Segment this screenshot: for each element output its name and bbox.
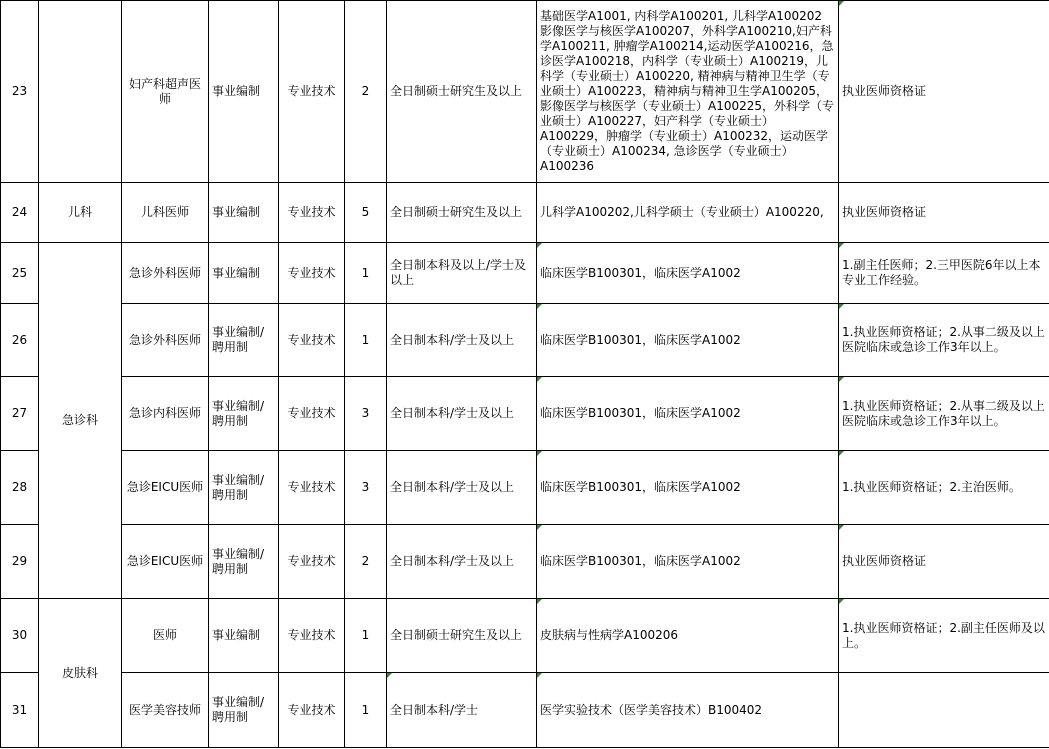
requirements-cell (839, 243, 1049, 304)
majors-text: 临床医学B100301，临床医学A1002 (540, 480, 741, 494)
row-number: 24 (1, 183, 39, 243)
category-cell: 专业技术 (279, 1, 345, 183)
row-number: 23 (1, 1, 39, 183)
requirements-cell (839, 451, 1049, 525)
requirements-text: 执业医师资格证 (842, 84, 927, 98)
requirements-text: 执业医师资格证 (842, 554, 927, 568)
requirements-cell (839, 599, 1049, 673)
row-number: 28 (1, 451, 39, 525)
category-cell: 专业技术 (279, 377, 345, 451)
majors-cell (537, 599, 839, 673)
staffing-cell: 事业编制/聘用制 (209, 673, 279, 748)
table-row (1, 183, 1049, 243)
requirements-cell (839, 673, 1049, 748)
staffing-cell: 事业编制/聘用制 (209, 377, 279, 451)
cell-marker (537, 243, 542, 248)
majors-cell (537, 525, 839, 599)
requirements-text: 1.执业医师资格证；2.从事二级及以上医院临床或急诊工作3年以上。 (842, 325, 1045, 354)
table-row (1, 243, 1049, 304)
education-cell: 全日制本科/学士及以上 (387, 304, 537, 377)
cell-marker (839, 243, 844, 248)
count-cell: 1 (345, 243, 387, 304)
category-cell: 专业技术 (279, 525, 345, 599)
cell-marker (839, 304, 844, 309)
row-number: 29 (1, 525, 39, 599)
cell-marker (387, 673, 392, 678)
department-cell: 急诊科 (39, 243, 122, 599)
category-cell: 专业技术 (279, 243, 345, 304)
education-cell: 全日制本科/学士及以上 (387, 451, 537, 525)
count-cell: 1 (345, 599, 387, 673)
education-cell: 全日制硕士研究生及以上 (387, 1, 537, 183)
cell-marker (839, 525, 844, 530)
staffing-cell: 事业编制/聘用制 (209, 304, 279, 377)
education-text: 全日制本科/学士 (390, 702, 479, 717)
category-cell: 专业技术 (279, 451, 345, 525)
staffing-cell: 事业编制 (209, 243, 279, 304)
cell-marker (839, 1, 844, 6)
majors-cell (537, 673, 839, 748)
majors-cell (537, 451, 839, 525)
count-cell: 5 (345, 183, 387, 243)
requirements-text: 1.副主任医师；2.三甲医院6年以上本专业工作经验。 (842, 258, 1041, 287)
requirements-cell (839, 525, 1049, 599)
department-cell: 儿科 (39, 183, 122, 243)
position-cell: 医师 (122, 599, 209, 673)
row-number: 25 (1, 243, 39, 304)
staffing-cell: 事业编制 (209, 599, 279, 673)
majors-cell (537, 304, 839, 377)
table-row (1, 451, 1049, 525)
cell-marker (537, 451, 542, 456)
row-number: 30 (1, 599, 39, 673)
position-cell: 儿科医师 (122, 183, 209, 243)
count-cell: 1 (345, 304, 387, 377)
requirements-cell (839, 304, 1049, 377)
majors-text: 医学实验技术（医学美容技术）B100402 (540, 702, 763, 717)
cell-marker (537, 599, 542, 604)
position-cell: 急诊外科医师 (122, 304, 209, 377)
education-cell: 全日制硕士研究生及以上 (387, 599, 537, 673)
staffing-cell: 事业编制/聘用制 (209, 451, 279, 525)
position-cell: 医学美容技师 (122, 673, 209, 748)
row-number: 26 (1, 304, 39, 377)
table-row (1, 304, 1049, 377)
education-cell (387, 673, 537, 748)
education-cell: 全日制本科/学士及以上 (387, 525, 537, 599)
count-cell: 1 (345, 673, 387, 748)
staffing-cell: 事业编制 (209, 183, 279, 243)
cell-marker (537, 525, 542, 530)
table-row (1, 673, 1049, 748)
position-cell: 妇产科超声医师 (122, 1, 209, 183)
education-cell: 全日制本科/学士及以上 (387, 377, 537, 451)
cell-marker (839, 451, 844, 456)
majors-cell: 儿科学A100202,儿科学硕士（专业硕士）A100220, (537, 183, 839, 243)
position-cell: 急诊EICU医师 (122, 451, 209, 525)
cell-marker (537, 304, 542, 309)
category-cell: 专业技术 (279, 599, 345, 673)
requirements-text: 1.执业医师资格证；2.从事二级及以上医院临床或急诊工作3年以上。 (842, 398, 1045, 428)
table-row (1, 1, 1049, 183)
count-cell: 2 (345, 525, 387, 599)
majors-text: 临床医学B100301，临床医学A1002 (540, 332, 741, 347)
cell-marker (839, 599, 844, 604)
majors-cell: 基础医学A1001, 内科学A100201, 儿科学A100202 影像医学与核医学A100207，外科学A100210,妇产科学A100211, 肿瘤学A100214,运动医学A100216，急诊医学A100218，内科学（专业硕士）A100219，儿科学（专业硕士）A100220, 精神病与精神卫生学（专业硕士）A100223，精神病与精神卫生学A100205，影像医学与核医学（专业硕士）A100225，外科学（专业硕士）A100227，妇产科学（专业硕士）A100229，肿瘤学（专业硕士）A100232，运动医学（专业硕士）A100234, 急诊医学（专业硕士）A100236 (537, 1, 839, 183)
cell-marker (537, 673, 542, 678)
requirements-cell: 执业医师资格证 (839, 183, 1049, 243)
staffing-cell: 事业编制 (209, 1, 279, 183)
staffing-cell: 事业编制/聘用制 (209, 525, 279, 599)
position-cell: 急诊外科医师 (122, 243, 209, 304)
count-cell: 3 (345, 377, 387, 451)
majors-text: 皮肤病与性病学A100206 (540, 628, 679, 642)
position-cell: 急诊EICU医师 (122, 525, 209, 599)
requirements-cell (839, 377, 1049, 451)
category-cell: 专业技术 (279, 304, 345, 377)
count-cell: 2 (345, 1, 387, 183)
majors-text: 临床医学B100301，临床医学A1002 (540, 554, 741, 568)
requirements-text: 1.执业医师资格证；2.主治医师。 (842, 480, 1021, 494)
row-number: 27 (1, 377, 39, 451)
table-row (1, 525, 1049, 599)
department-cell (39, 1, 122, 183)
requirements-text: 1.执业医师资格证；2.副主任医师及以上。 (842, 620, 1045, 650)
majors-text: 临床医学B100301，临床医学A1002 (540, 265, 741, 280)
department-cell: 皮肤科 (39, 599, 122, 748)
row-number: 31 (1, 673, 39, 748)
category-cell: 专业技术 (279, 183, 345, 243)
category-cell: 专业技术 (279, 673, 345, 748)
cell-marker (537, 377, 542, 382)
majors-text: 临床医学B100301，临床医学A1002 (540, 406, 741, 420)
table-row (1, 599, 1049, 673)
requirements-cell (839, 1, 1049, 183)
table-row (1, 377, 1049, 451)
education-cell: 全日制本科及以上/学士及以上 (387, 243, 537, 304)
position-cell: 急诊内科医师 (122, 377, 209, 451)
cell-marker (839, 377, 844, 382)
majors-cell (537, 243, 839, 304)
majors-cell (537, 377, 839, 451)
education-cell: 全日制硕士研究生及以上 (387, 183, 537, 243)
count-cell: 3 (345, 451, 387, 525)
